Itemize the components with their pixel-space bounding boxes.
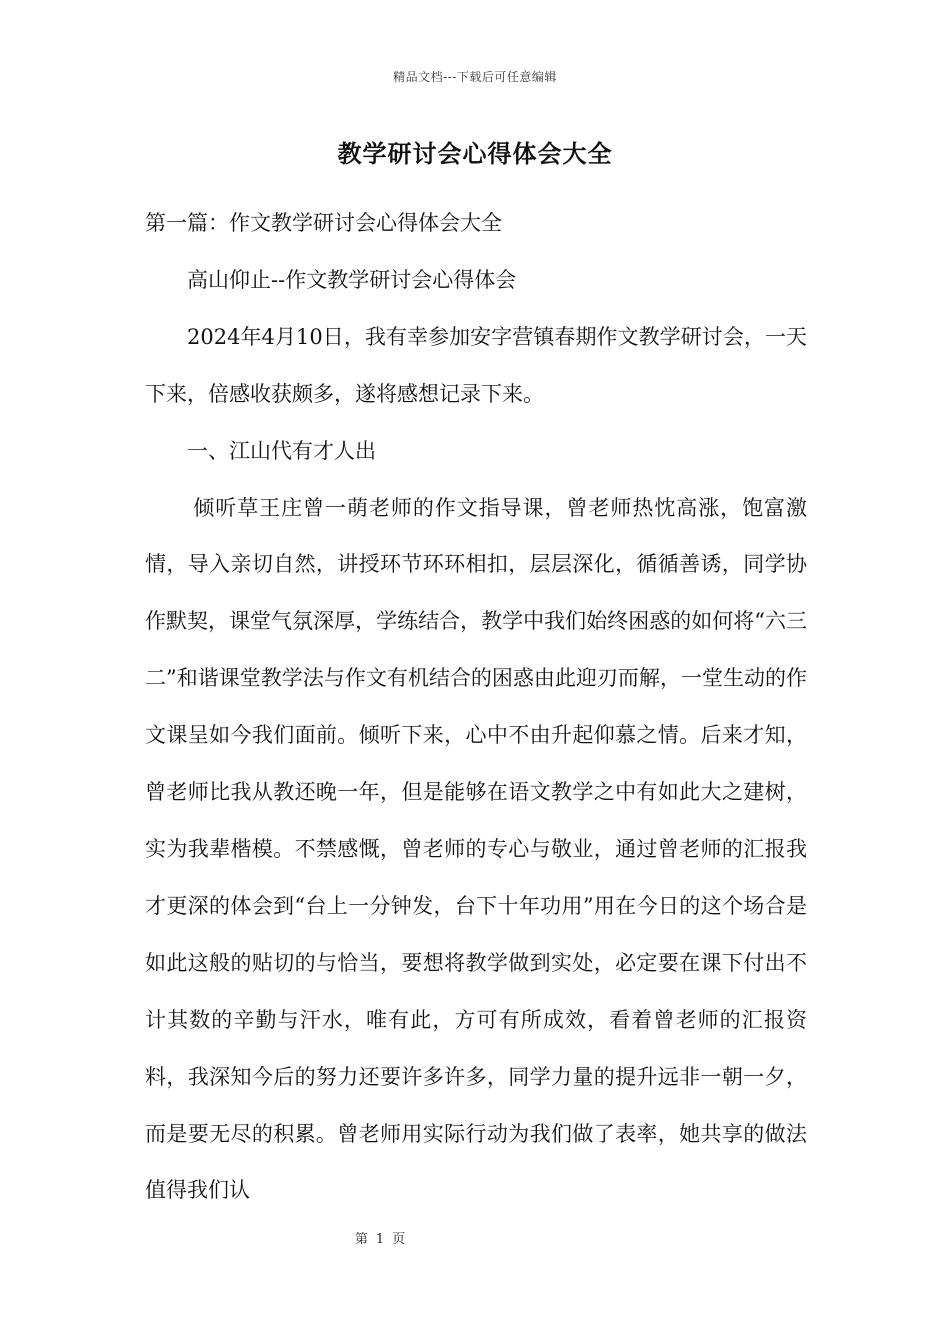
point-one-heading: 一、江山代有才人出 — [187, 438, 376, 463]
page-footer — [0, 1228, 760, 1247]
document-body — [145, 195, 807, 1219]
page-number: 1 — [375, 1232, 385, 1247]
section-heading: 第一篇：作文教学研讨会心得体会大全 — [145, 211, 502, 235]
header-note: 精品文档---下载后可任意编辑 — [393, 70, 557, 84]
page-prefix: 第 — [354, 1232, 368, 1247]
subtitle: 高山仰止--作文教学研讨会心得体会 — [187, 267, 517, 292]
document-title: 教学研讨会心得体会大全 — [337, 139, 613, 168]
page-suffix: 页 — [392, 1232, 406, 1247]
intro-paragraph: 2024年4月10日，我有幸参加安字营镇春期作文教学研讨会，一天下来，倍感收获颇多，遂将感想记录下来。 — [145, 324, 807, 406]
point-one-paragraph: 倾听草王庄曾一萌老师的作文指导课，曾老师热忱高涨，饱富激情，导入亲切自然，讲授环节环环相扣，层层深化，循循善诱，同学协作默契，课堂气氛深厚，学练结合，教学中我们始终困惑的如何将“六三二”和谐课堂教学法与作文有机结合的困惑由此迎刃而解，一堂生动的作文课呈如今我们面前。倾听下来，心中不由升起仰慕之情。后来才知，曾老师比我从教还晚一年，但是能够在语文教学之中有如此大之建树，实为我辈楷模。不禁感慨，曾老师的专心与敬业，通过曾老师的汇报我才更深的体会到“台上一分钟发，台下十年功用”用在今日的这个场合是如此这般的贴切的与恰当，要想将教学做到实处，必定要在课下付出不计其数的辛勤与汗水，唯有此，方可有所成效，看着曾老师的汇报资料，我深知今后的努力还要许多许多，同学力量的提升远非一朝一夕，而是要无尽的积累。曾老师用实际行动为我们做了表率，她共享的做法值得我们认 — [145, 495, 807, 1203]
